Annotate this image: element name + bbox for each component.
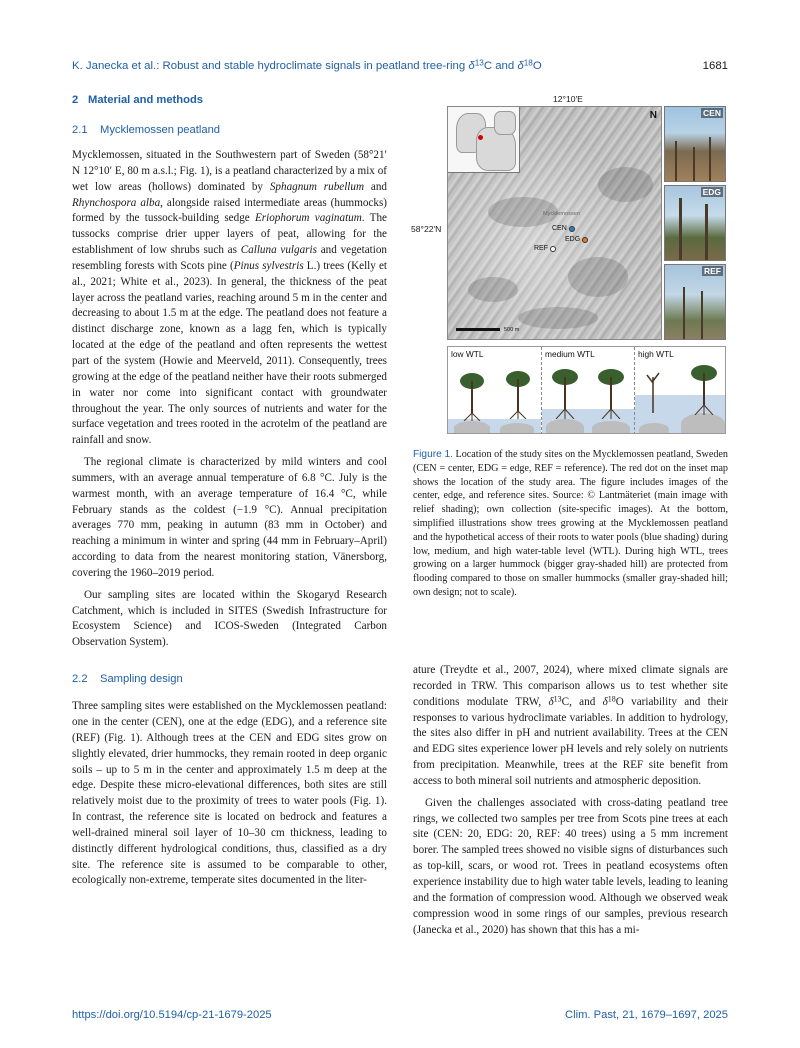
site-dot-ref — [550, 246, 556, 252]
right-column — [413, 663, 728, 938]
site-dot-cen — [569, 226, 575, 232]
section-heading-2: 2 Material and methods — [72, 94, 204, 106]
paragraph-sampling-sites: Three sampling sites were established on the Mycklemossen peatland: one in the center (CEN), one at the edge (EDG), and a reference site (REF) (Fig. 1). Although trees at the CEN and EDG sites grow on slightly elevated, drier hummocks, they remain rooted in deep organic soils – up to 5 m in the center and approximately 1.5 m deep at the edge. Despite these micro-elevational differences, both sites are still relatively moist due to the proximity of trees to water pools (Fig. 1). In contrast, the reference site is located on bedrock and features a well-drained mineral soil layer of 10–30 cm thickness, leading to distinctly different hydrological conditions, thus, classified as a dry site. The reference site is assumed to be comparable to other, ecologically non-extreme, temperate sites documented in the liter- — [72, 700, 387, 887]
place-label: Mycklemossen — [543, 211, 580, 217]
figure-caption: Figure 1. Location of the study sites on the Mycklemossen peatland, Sweden (CEN = center, EDG = edge, REF = reference). The red dot on the inset map shows the location of the study area. The figure includes images of the center, edge, and reference sites. Source: © Lantmäteriet (main image with relief shading); own collection (site-specific images). At the bottom, simplified illustrations show trees growing at the Mycklemossen peatland and the hypothetical access of their roots to water pools (blue shading) during low, medium, and high water-table level (WTL). During high WTL, trees growing on a larger hummock (bigger gray-shaded hill) are protected from flooding compared to those on smaller hummocks (smaller gray-shaded hill; own design; not to scale). — [413, 449, 728, 598]
photo-ref — [664, 264, 726, 340]
figure-label: Figure 1. — [413, 449, 453, 460]
photo-label-ref: REF — [704, 266, 721, 276]
footer — [72, 1009, 728, 1023]
paragraph-site-description: Mycklemossen, situated in the Southwestern part of Sweden (58°21′ N 12°10′ E, 80 m a.s.l.; Fig. 1), is a peatland characterized by a mix of wet low areas (hollows) dominated by Sphagnum rubellum and Rhynchospora alba, alongside raised intermediate areas (hummocks) formed by the tussock-building sedge Eriophorum vaginatum. The tussocks comprise drier upper layers of peat, allowing for the establishment of low shrubs such as Calluna vulgaris and vegetation resembling forests with Scots pine (Pinus sylvestris L.) trees (Kelly et al., 2021; White et al., 2023). In general, the thickness of the peat layer across the peatland varies, reaching around 5 m in the center and decreasing to about 1.5 m at the edge. The peatland does not feature a distinct discharge zone, known as a lagg fen, which is typically located at the edge of the peatland and often represents the wettest part of the system (Howie and Meerveld, 2011). Consequently, trees growing at the edge of the peatland neither have their roots submerged in water nor come into significant contact with groundwater throughout the year. The only sources of nutrients and water for the surface vegetation and trees rooted in the acrotelm of the peatland are rainfall and snow. — [72, 149, 387, 447]
site-label-ref: REF — [534, 245, 548, 252]
doi-link[interactable]: https://doi.org/10.5194/cp-21-1679-2025 — [72, 1009, 272, 1021]
paragraph-sampling-method: Given the challenges associated with cross-dating peatland tree rings, we collected two samples per tree from Scots pine trees at each site (CEN: 20, EDG: 20, REF: 40 trees) using a 5 mm increment borer. The sampled trees showed no visible signs of disturbances such as top-kill, scars, or wood rot. Trees in peatland ecosystems often experience instability due to high water table levels, leading to leaning and the formation of compression wood. Although we observed weak compression wood in some rings of our samples, previous research (Janecka et al., 2020) has shown that this has a mi- — [413, 796, 728, 936]
site-label-cen: CEN — [552, 225, 567, 232]
paragraph-catchment: Our sampling sites are located within the Skogaryd Research Catchment, which is included in SITES (Swedish Infrastructure for Ecosystem Science) and ICOS-Sweden (Integrated Carbon Observation System). — [72, 588, 387, 649]
running-title: K. Janecka et al.: Robust and stable hydroclimate signals in peatland tree-ring $\delta^{13}C$ and $\delta^{18}O$ — [72, 58, 542, 72]
wtl-label-low: low WTL — [451, 349, 484, 359]
site-dot-edg — [582, 237, 588, 243]
pine-tree-icon — [458, 371, 486, 421]
latitude-label: 58°22′N — [411, 224, 442, 234]
scale-bar — [456, 328, 500, 331]
wtl-panel-medium — [541, 347, 634, 434]
pine-tree-icon — [550, 367, 580, 419]
photo-cen — [664, 106, 726, 182]
paragraph-comparison: ature (Treydte et al., 2007, 2024), where mixed climate signals are recorded in TRW. This comparison allows us to test whether site conditions modulate TRW, $\delta^{13}C$, and $\delta^{18}O$ variability and their responses to various hydroclimate variables. In addition to hydrology, the sites also differ in pH and nutrient availability. Trees at the CEN and EDG sites experience lower pH levels and rely solely on nutrients from precipitation. Meanwhile, trees at the REF site benefit from access to both mineral soil nutrients and atmospheric deposition. — [413, 664, 728, 787]
photo-label-edg: EDG — [702, 187, 721, 197]
subsection-heading-2-1: 2.1 Mycklemossen peatland — [72, 124, 221, 136]
subsection-heading-2-2: 2.2 Sampling design — [72, 673, 183, 686]
pine-tree-icon — [689, 363, 719, 415]
running-head — [72, 60, 728, 76]
paragraph-climate: The regional climate is characterized by mild winters and cool summers, with an average annual temperature of 6.8 °C. July is the warmest month, with an average temperature of 16.4 °C, while February stands as the coldest (−1.9 °C). Annual precipitation averages 770 mm, peaking in autumn (83 mm in October) and reaching a minimum in winter and spring (44 mm in February–April) according to data from the nearest monitoring station, Vänersborg, covering the 1960–2019 period. — [72, 456, 387, 579]
site-label-edg: EDG — [565, 236, 581, 243]
wtl-label-high: high WTL — [638, 349, 674, 359]
scale-bar-label: 500 m — [504, 327, 520, 333]
longitude-label: 12°10′E — [553, 94, 583, 104]
wtl-panel-high — [634, 347, 726, 434]
relief-map — [447, 106, 662, 340]
left-column — [72, 94, 387, 889]
page-number: 1681 — [702, 60, 728, 72]
wtl-illustration — [447, 346, 726, 434]
pine-tree-icon — [504, 369, 532, 419]
dead-tree-icon — [641, 369, 665, 413]
study-area-dot — [478, 135, 483, 140]
wtl-label-medium: medium WTL — [545, 349, 595, 359]
pine-tree-icon — [596, 367, 626, 419]
photo-label-cen: CEN — [703, 108, 721, 118]
journal-citation: Clim. Past, 21, 1679–1697, 2025 — [565, 1009, 728, 1021]
wtl-panel-low — [448, 347, 541, 434]
north-arrow-icon: N — [649, 110, 657, 121]
photo-edg — [664, 185, 726, 261]
inset-map — [448, 107, 520, 173]
